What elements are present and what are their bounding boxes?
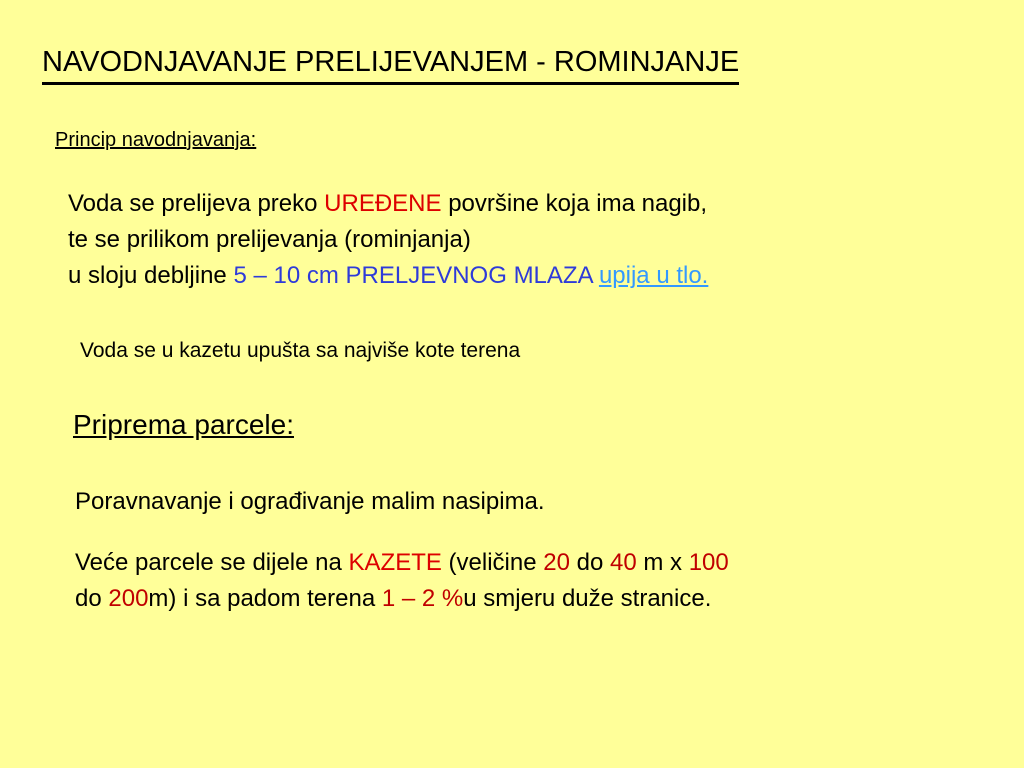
length-max-value: 200 xyxy=(108,585,149,612)
principle-paragraph xyxy=(68,186,708,294)
parcel-paragraph xyxy=(75,545,729,617)
principle-line-2: te se prilikom prelijevanja (rominjanja) xyxy=(68,226,471,253)
parcel-line-2-c: u smjeru duže stranice. xyxy=(463,585,712,612)
slide-title: NAVODNJAVANJE PRELIJEVANJEM - ROMINJANJE xyxy=(42,45,739,85)
width-max-value: 40 xyxy=(609,549,637,576)
parcel-line-2 xyxy=(75,581,729,617)
uredjene-highlight: UREĐENE xyxy=(324,190,442,217)
principle-line-1-suffix: površine koja ima nagib, xyxy=(441,190,708,217)
space-1 xyxy=(339,262,346,289)
preparation-heading: Priprema parcele: xyxy=(73,409,294,440)
parcel-line-1-d: m x xyxy=(636,549,689,576)
space-2 xyxy=(592,262,599,289)
parcel-line-1-a: Veće parcele se dijele na xyxy=(75,549,349,576)
width-min-value: 20 xyxy=(543,549,570,576)
parcel-line-1 xyxy=(75,545,729,581)
principle-line-1-prefix: Voda se prelijeva preko xyxy=(68,190,325,217)
preljevnog-mlaza-term: PRELJEVNOG MLAZA xyxy=(345,262,593,289)
parcel-line-2-a: do xyxy=(75,585,109,612)
upija-u-tlo-link[interactable]: upija u tlo. xyxy=(598,262,709,289)
parcel-line-1-c: do xyxy=(569,549,610,576)
kazete-highlight: KAZETE xyxy=(348,549,442,576)
principle-heading: Princip navodnjavanja: xyxy=(55,129,257,151)
principle-line-3 xyxy=(68,258,708,294)
preparation-line: Poravnavanje i ograđivanje malim nasipima. xyxy=(75,488,545,515)
length-min-value: 100 xyxy=(688,549,729,576)
parcel-line-2-b: m) i sa padom terena xyxy=(148,585,382,612)
thickness-value: 5 – 10 cm xyxy=(233,262,339,289)
inflow-note: Voda se u kazetu upušta sa najviše kote terena xyxy=(80,339,521,362)
parcel-line-1-b: (veličine xyxy=(441,549,544,576)
principle-line-3-prefix: u sloju debljine xyxy=(68,262,234,289)
slope-value: 1 – 2 % xyxy=(381,585,464,612)
principle-line-1 xyxy=(68,186,708,222)
